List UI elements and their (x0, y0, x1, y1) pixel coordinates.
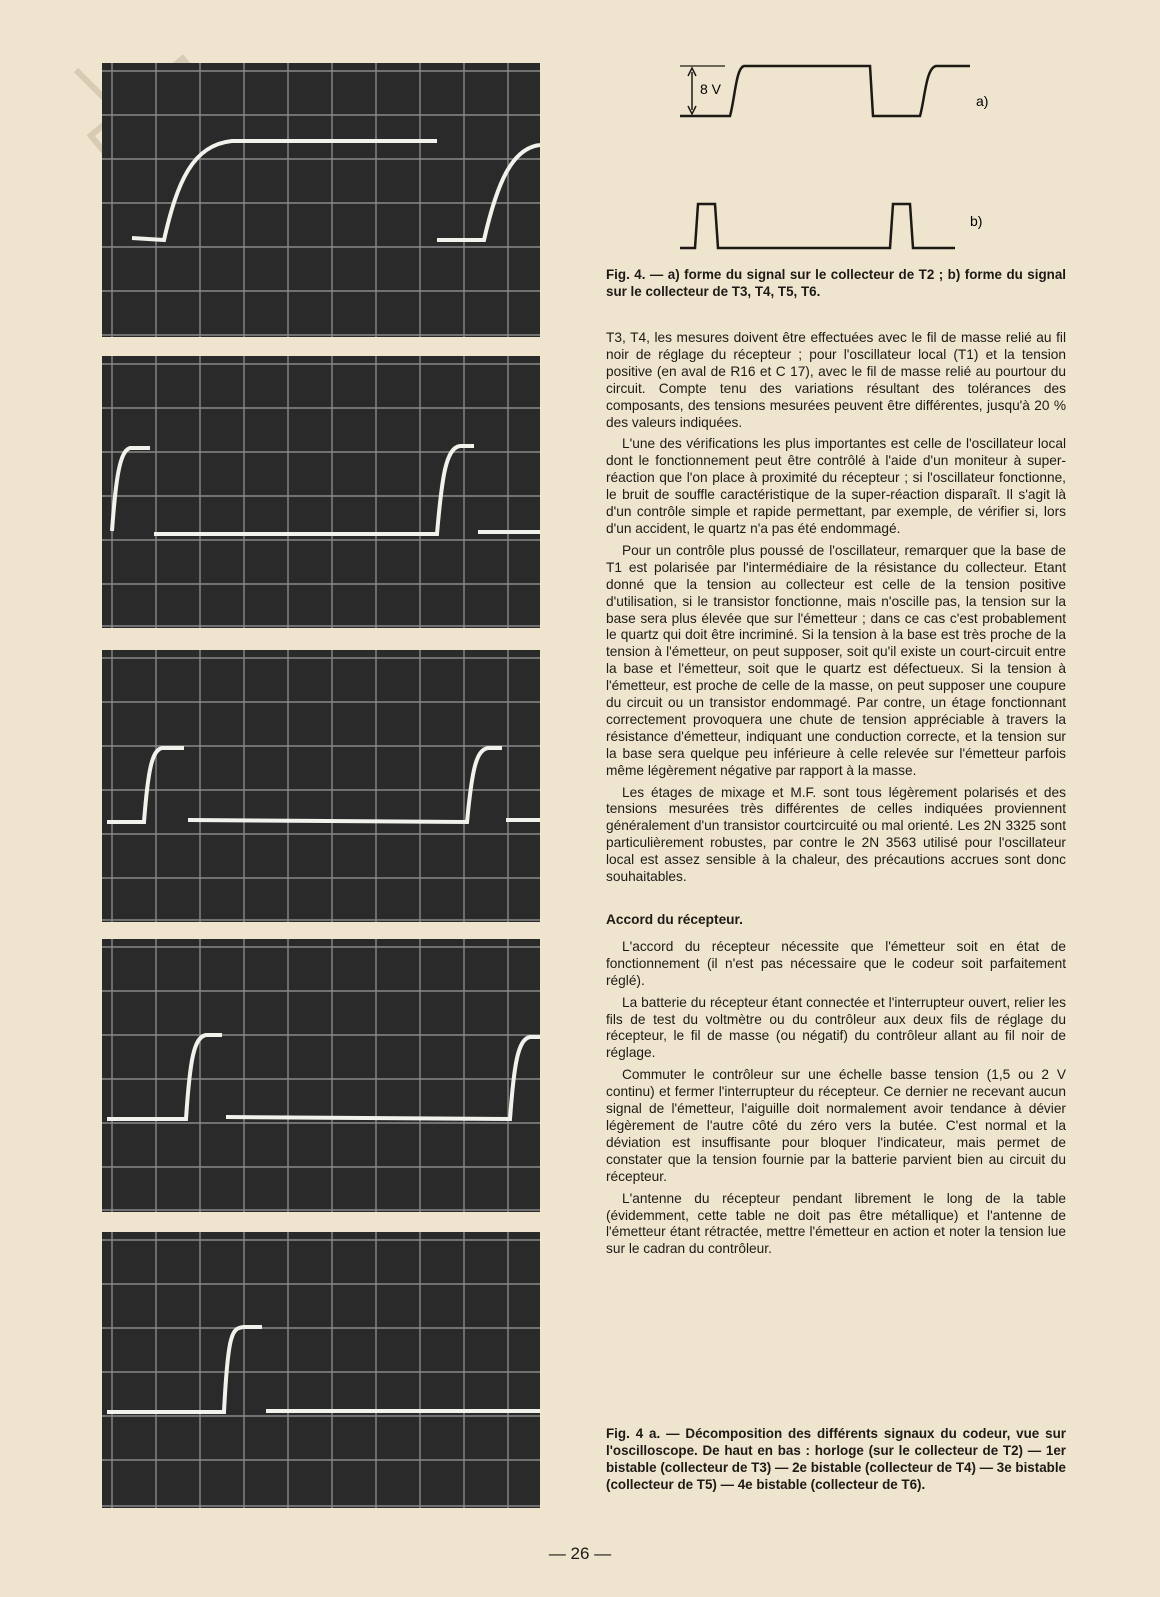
fig4-caption: Fig. 4. — a) forme du signal sur le collecteur de T2 ; b) forme du signal sur le collecteur de T3, T4, T5, T6. (606, 267, 1066, 299)
paragraph: Commuter le contrôleur sur une échelle basse tension (1,5 ou 2 V continu) et fermer l'interrupteur du récepteur. Ce dernier ne recevant aucun signal de l'émetteur, l'aiguille doit normalement avoir tendance à dévier légèrement de l'autre côté du zéro vers la butée. C'est normal et la déviation est insuffisante pour bloquer l'indicateur, mais permet de constater que la tension fournie par la batterie parvient bien au circuit du récepteur. (606, 1067, 1066, 1184)
label-a: a) (976, 93, 989, 109)
paragraph: Les étages de mixage et M.F. sont tous légèrement polarisés et des tensions mesurées très différentes de celles indiquées proviennent généralement d'un transistor courtcircuité ou mal orienté. Les 2N 3325 sont particulièrement robustes, par contre le 2N 3563 utilisé pour l'oscillateur local est assez sensible à la chaleur, des précautions accrues sont donc souhaitables. (606, 784, 1066, 885)
page-number: — 26 — (548, 1544, 612, 1563)
oscilloscope-trace-bistable-1 (102, 356, 540, 628)
label-b: b) (970, 213, 983, 229)
oscilloscope-trace-bistable-2 (102, 650, 540, 922)
oscilloscope-trace-clock (102, 63, 540, 337)
section-heading: Accord du récepteur. (606, 912, 743, 927)
voltage-label: 8 V (700, 81, 722, 97)
paragraph: L'accord du récepteur nécessite que l'émetteur soit en état de fonctionnement (il n'est pas nécessaire que le codeur soit parfaitement réglé). (606, 938, 1066, 988)
fig4a-caption: Fig. 4 a. — Décomposition des différents signaux du codeur, vue sur l'oscilloscope. De haut en bas : horloge (sur le collecteur de T2) — 1er bistable (collecteur de T3) — 2e bistable (collecteur de T4) — 3e bistable (collecteur de T5) — 4e bistable (collecteur de T6). (606, 1426, 1066, 1492)
oscilloscope-trace-bistable-3 (102, 939, 540, 1212)
paragraph: L'une des vérifications les plus importantes est celle de l'oscillateur local dont le fonctionnement peut être contrôlé à l'aide d'un moniteur à super-réaction que l'on place à proximité du récepteur ; si l'oscillateur fonctionne, le bruit de souffle caractéristique de la super-réaction disparaît. Il s'agit là d'un contrôle simple et rapide permettant, par exemple, de vérifier si, lors d'un accident, le quartz n'a pas été endommagé. (606, 436, 1066, 536)
paragraph: La batterie du récepteur étant connectée et l'interrupteur ouvert, relier les fils de test du voltmètre ou du contrôleur aux deux fils de réglage du récepteur, le fil de masse (ou négatif) du contrôleur allant au fil noir de réglage. (606, 994, 1066, 1061)
paragraph: L'antenne du récepteur pendant librement le long de la table (évidemment, cette table ne doit pas être métallique) et l'antenne de l'émetteur étant rétractée, mettre l'émetteur en action et noter la tension lue sur le cadran du contrôleur. (606, 1190, 1066, 1257)
paragraph: Pour un contrôle plus poussé de l'oscillateur, remarquer que la base de T1 est polarisée par l'intermédiaire de la résistance du collecteur. Etant donné que la tension au collecteur est celle de la tension positive d'utilisation, si le transistor fonctionne, mais n'oscille pas, la tension sur la base sera plus élevée que sur l'émetteur ; dans ce cas c'est probablement le quartz qui doit être incriminé. Si la tension à la base est très proche de la tension à l'émetteur, on peut supposer, soit qu'il existe un court-circuit entre la base et l'émetteur, soit que le quartz est défectueux. Si la tension à l'émetteur, est proche de celle de la masse, on peut supposer une coupure du circuit ou un transistor endommagé. Par contre, un étage fonctionnant correctement provoquera une chute de tension appréciable à travers la résistance d'émetteur, indiquant une conduction correcte, et la tension sur la base sera quelque peu inférieure à celle relevée sur l'émetteur parfois même légèrement négative par rapport à la masse. (606, 542, 1066, 778)
waveform-diagram (670, 58, 1020, 258)
article-body (606, 330, 1066, 1263)
paragraph: T3, T4, les mesures doivent être effectuées avec le fil de masse relié au fil noir de réglage du récepteur ; pour l'oscillateur local (T1) et la tension positive (en aval de R16 et C 17), avec le fil de masse relié au pourtour du circuit. Compte tenu des variations résultant des tolérances des composants, des tensions mesurées peuvent être différentes, jusqu'à 20 % des valeurs indiquées. (606, 330, 1066, 430)
oscilloscope-trace-bistable-4 (102, 1232, 540, 1508)
